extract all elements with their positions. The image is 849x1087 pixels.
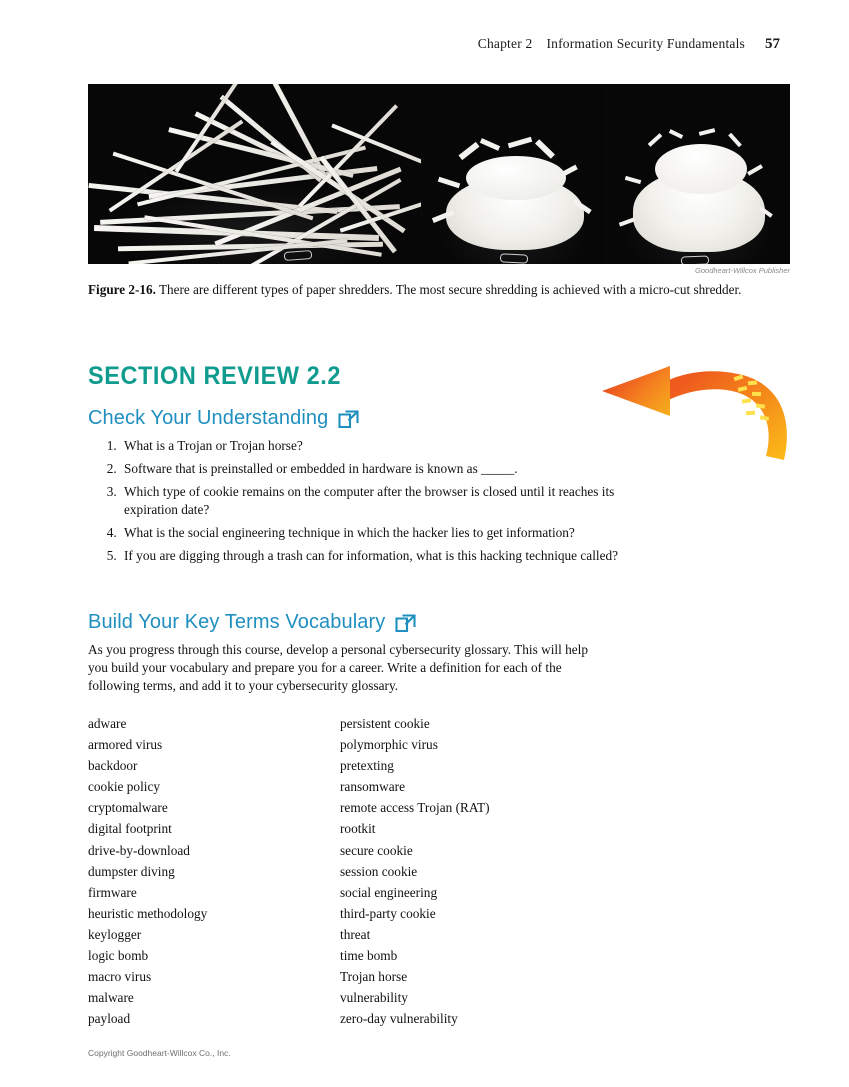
list-item: vulnerability <box>340 990 408 1006</box>
paper-clip-icon <box>500 253 528 263</box>
list-item: digital footprint <box>88 821 172 837</box>
vocabulary-term-columns <box>88 713 618 1029</box>
running-head <box>478 36 780 53</box>
list-item: zero-day vulnerability <box>340 1011 458 1027</box>
figure-caption-label: Figure 2-16. <box>88 282 156 297</box>
list-item: keylogger <box>88 926 142 942</box>
list-item: ransomware <box>340 779 405 795</box>
list-item: session cookie <box>340 863 418 879</box>
list-item: 1. What is a Trojan or Trojan horse? <box>120 437 640 455</box>
external-link-icon[interactable] <box>338 410 359 429</box>
list-item: pretexting <box>340 758 394 774</box>
figure-panel-micro-cut <box>607 84 790 264</box>
running-head-title: Information Security Fundamentals <box>546 36 745 51</box>
list-item: dumpster diving <box>88 863 175 879</box>
check-your-understanding-label: Check Your Understanding <box>88 407 329 429</box>
figure-caption-text: There are different types of paper shredders. The most secure shredding is achieved with a micro-cut shredder. <box>158 282 742 297</box>
figure-credit: Goodheart-Willcox Publisher <box>695 266 790 275</box>
list-item: secure cookie <box>340 842 413 858</box>
list-item: cryptomalware <box>88 800 168 816</box>
build-vocabulary-label: Build Your Key Terms Vocabulary <box>88 611 386 633</box>
paper-clip-icon <box>284 250 313 261</box>
list-item: backdoor <box>88 758 138 774</box>
list-item: polymorphic virus <box>340 737 438 753</box>
list-item: Trojan horse <box>340 969 408 985</box>
list-item: malware <box>88 990 134 1006</box>
list-item: 3. Which type of cookie remains on the computer after the browser is closed until it reaches its expiration date? <box>120 483 640 518</box>
running-head-chapter: Chapter 2 <box>477 36 533 51</box>
list-item: rootkit <box>340 821 376 837</box>
list-item: threat <box>340 926 371 942</box>
list-item: time bomb <box>340 948 398 964</box>
list-item: macro virus <box>88 969 152 985</box>
list-item: firmware <box>88 884 137 900</box>
check-your-understanding-questions <box>94 437 640 571</box>
figure-panel-strip-cut <box>88 84 421 264</box>
list-item: 5. If you are digging through a trash can for information, what is this hacking technique called? <box>120 547 640 565</box>
list-item: payload <box>88 1011 131 1027</box>
list-item: logic bomb <box>88 948 149 964</box>
list-item: drive-by-download <box>88 842 190 858</box>
section-review-title: SECTION REVIEW 2.2 <box>88 362 342 390</box>
list-item: social engineering <box>340 884 438 900</box>
list-item: adware <box>88 716 127 731</box>
list-item: 2. Software that is preinstalled or embedded in hardware is known as _____. <box>120 460 640 478</box>
external-link-icon[interactable] <box>395 614 416 633</box>
build-vocabulary-heading <box>88 611 416 634</box>
page-number: 57 <box>765 36 780 52</box>
list-item: persistent cookie <box>340 716 430 731</box>
list-item: remote access Trojan (RAT) <box>340 800 490 816</box>
copyright-footer: Copyright Goodheart-Willcox Co., Inc. <box>88 1048 231 1058</box>
list-item: cookie policy <box>88 779 161 795</box>
figure-image <box>88 84 790 264</box>
check-your-understanding-heading <box>88 407 359 430</box>
paper-clip-icon <box>681 256 709 264</box>
list-item: third-party cookie <box>340 905 436 921</box>
vocabulary-column-left <box>88 713 340 1029</box>
figure-panel-cross-cut <box>422 84 606 264</box>
vocabulary-column-right <box>340 713 592 1029</box>
list-item: 4. What is the social engineering technique in which the hacker lies to get information? <box>120 524 640 542</box>
figure-caption <box>88 281 788 298</box>
vocabulary-intro: As you progress through this course, develop a personal cybersecurity glossary. This will help you build your vocabulary and prepare you for a career. Write a definition for each of the following terms, and add it to your cybersecurity glossary. <box>88 642 589 694</box>
list-item: heuristic methodology <box>88 905 208 921</box>
list-item: armored virus <box>88 737 163 753</box>
